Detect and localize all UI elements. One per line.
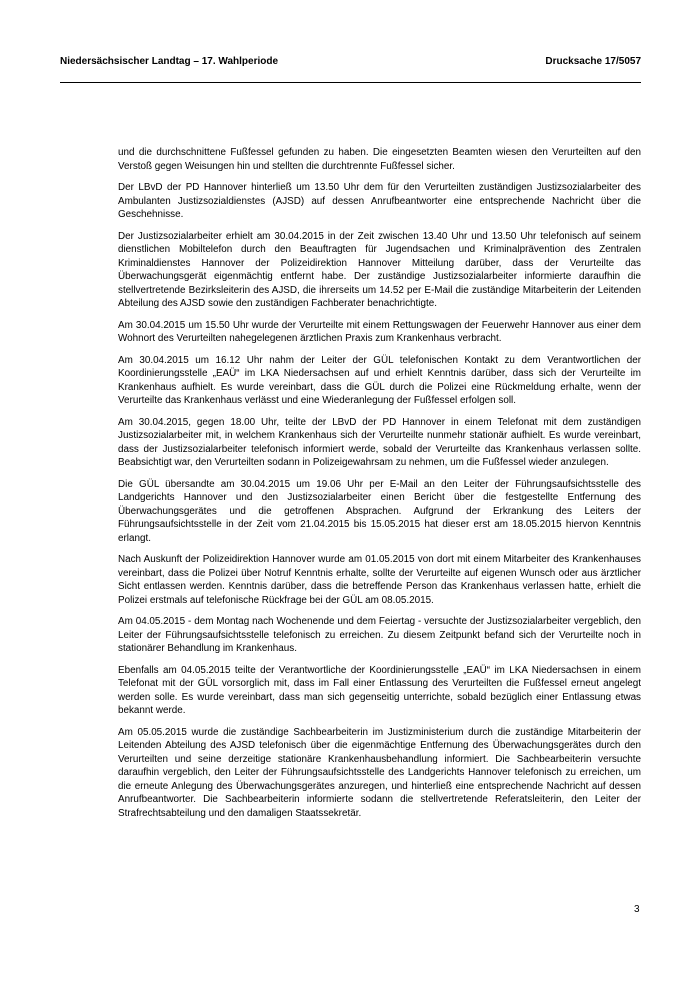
paragraph: Der LBvD der PD Hannover hinterließ um 13.50 Uhr dem für den Verurteilten zuständigen Justizsozialarbeiter des Ambulanten Justizsozialdienstes (AJSD) auf dessen Anrufbeantworter eine entsprechende Nachricht über die Geschehnisse. <box>118 182 641 220</box>
paragraph: Ebenfalls am 04.05.2015 teilte der Verantwortliche der Koordinierungsstelle „EAÜ“ im LKA Niedersachsen in einem Telefonat mit der GÜL vorsorglich mit, dass im Fall einer Entlassung des Verurteilten die Fußfessel erneut angelegt werden solle. Es wurde vereinbart, dass man sich gegenseitig unterrichte, sobald bezüglich einer Entlassung etwas bekannt werde. <box>118 664 641 716</box>
paragraph: Die GÜL übersandte am 30.04.2015 um 19.06 Uhr per E-Mail an den Leiter der Führungsaufsichtsstelle des Landgerichts Hannover und den Justizsozialarbeiter einen Bericht über die festgestellte Entfernung des Überwachungsgerätes und die getroffenen Absprachen. Aufgrund der Erkrankung des Leiters der Führungsaufsichtsstelle in der Zeit vom 21.04.2015 bis 15.05.2015 hat dieser erst am 18.05.2015 hiervon Kenntnis erlangt. <box>118 478 641 544</box>
paragraph: Am 04.05.2015 - dem Montag nach Wochenende und dem Feiertag - versuchte der Justizsozialarbeiter vergeblich, den Leiter der Führungsaufsichtsstelle telefonisch zu erreichen. Zu diesem Zeitpunkt befand sich der Verurteilte noch in stationärer Behandlung im Krankenhaus. <box>118 616 641 654</box>
header-parliament-title: Niedersächsischer Landtag – 17. Wahlperiode <box>60 56 279 67</box>
paragraph: und die durchschnittene Fußfessel gefunden zu haben. Die eingesetzten Beamten wiesen den Verurteilten auf den Verstoß gegen Weisungen hin und stellten die durchtrennte Fußfessel sicher. <box>118 147 641 172</box>
paragraph: Nach Auskunft der Polizeidirektion Hannover wurde am 01.05.2015 von dort mit einem Mitarbeiter des Krankenhauses vereinbart, dass die Polizei über Notruf Kenntnis erhalte, sollte der Verurteilte auf eigenen Wunsch oder aus ärztlicher Sicht entlassen werden. Kenntnis darüber, dass die betreffende Person das Krankenhaus verlassen hatte, erhielt die Polizei erstmals auf telefonische Rückfrage bei der GÜL am 08.05.2015. <box>118 554 641 606</box>
header-document-number: Drucksache 17/5057 <box>545 56 641 67</box>
header-divider <box>60 82 641 83</box>
page-number: 3 <box>634 904 640 915</box>
page-header <box>60 56 641 70</box>
paragraph: Der Justizsozialarbeiter erhielt am 30.04.2015 in der Zeit zwischen 13.40 Uhr und 13.50 Uhr telefonisch auf seinem dienstlichen Mobiltelefon durch den Beauftragten für Jugendsachen und Kriminalprävention des Zentralen Kriminaldienstes Hannover der Polizeidirektion Hannover Mitteilung darüber, dass der Verurteilte das Überwachungsgerät eigenmächtig entfernt habe. Der zuständige Justizsozialarbeiter informierte daraufhin die stellvertretende Bezirksleiterin des AJSD, die ihrerseits um 14.52 per E-Mail die zuständige Mitarbeiterin der Leitenden Abteilung des AJSD sowie den zuständigen Fachberater benachrichtigte. <box>118 230 641 309</box>
paragraph: Am 30.04.2015, gegen 18.00 Uhr, teilte der LBvD der PD Hannover in einem Telefonat mit dem zuständigen Justizsozialarbeiter mit, in welchem Krankenhaus sich der Verurteilte nunmehr stationär aufhielt. Es wurde vereinbart, dass der Justizsozialarbeiter telefonisch informiert werde, sobald der Verurteilte das Krankenhaus verlassen sollte. Beabsichtigt war, den Verurteilten sodann in Polizeigewahrsam zu nehmen, um die Fußfessel wieder anzulegen. <box>118 416 641 468</box>
document-body <box>118 146 641 828</box>
paragraph: Am 30.04.2015 um 16.12 Uhr nahm der Leiter der GÜL telefonischen Kontakt zu dem Verantwortlichen der Koordinierungsstelle „EAÜ“ im LKA Niedersachsen auf und erhielt Kenntnis darüber, dass sich der Verurteilte im Krankenhaus aufhielt. Es wurde vereinbart, dass die GÜL durch die Polizei eine Rückmeldung erhalte, wenn der Verurteilte das Krankenhaus verlässt und eine Wiederanlegung der Fußfessel erfolgen soll. <box>118 354 641 406</box>
paragraph: Am 30.04.2015 um 15.50 Uhr wurde der Verurteilte mit einem Rettungswagen der Feuerwehr Hannover aus einer dem Wohnort des Verurteilten nahegelegenen ärztlichen Praxis zum Krankenhaus verbracht. <box>118 319 641 344</box>
paragraph: Am 05.05.2015 wurde die zuständige Sachbearbeiterin im Justizministerium durch die zuständige Mitarbeiterin der Leitenden Abteilung des AJSD telefonisch über die eigenmächtige Entfernung des Überwachungsgerätes durch den Verurteilten und seine derzeitige stationäre Krankenhausbehandlung informiert. Die Sachbearbeiterin versuchte daraufhin vergeblich, den Leiter der Führungsaufsichtsstelle des Landgerichts Hannover telefonisch zu erreichen, um die erneute Anlegung des Überwachungsgerätes anzuregen, und hinterließ eine entsprechende Nachricht auf dessen Anrufbeantworter. Die Sachbearbeiterin informierte sodann die stellvertretende Referatsleiterin, den Leiter der Strafrechtsabteilung und den damaligen Staatssekretär. <box>118 726 641 819</box>
